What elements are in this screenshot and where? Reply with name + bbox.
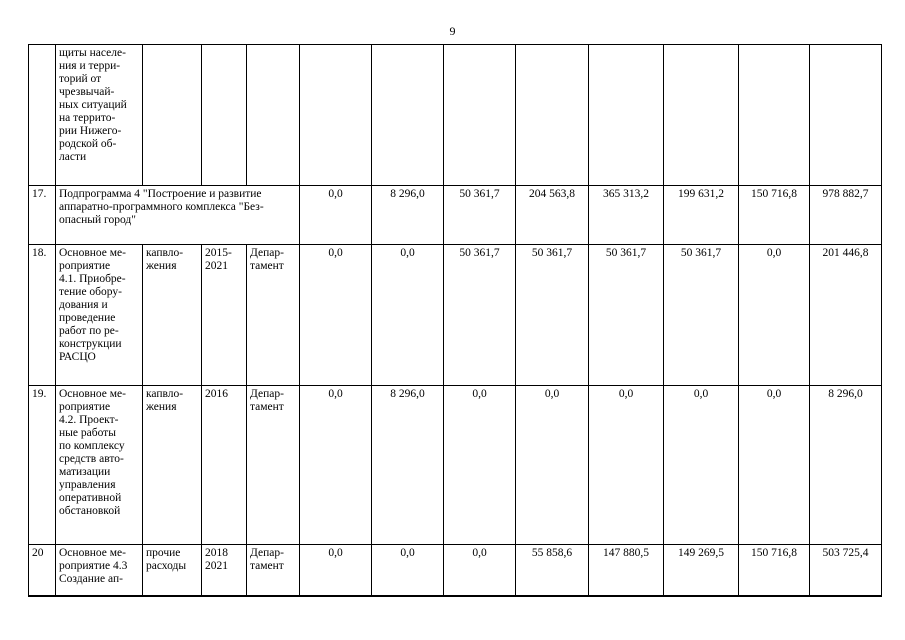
cell-total: 201 446,8	[810, 245, 882, 386]
cell-v2: 8 296,0	[372, 386, 444, 545]
cell-v3	[444, 45, 516, 186]
cell-exec	[247, 45, 300, 186]
cell-v2: 0,0	[372, 545, 444, 596]
cell-name: Основное ме- роприятие 4.2. Проект- ные работы по комплексу средств авто- матизации управления оперативной обстановкой	[56, 386, 143, 545]
cell-v6: 149 269,5	[664, 545, 739, 596]
cell-v4: 50 361,7	[516, 245, 589, 386]
cell-type: капвло- жения	[143, 245, 202, 386]
table-row-17	[29, 186, 882, 245]
cell-v1: 0,0	[300, 245, 372, 386]
cell-v3: 50 361,7	[444, 245, 516, 386]
cell-exec: Депар- тамент	[247, 386, 300, 545]
cell-v6	[664, 45, 739, 186]
cell-period: 2015- 2021	[202, 245, 247, 386]
page-number: 9	[449, 24, 456, 38]
cell-v5: 147 880,5	[589, 545, 664, 596]
cell-v1: 0,0	[300, 186, 372, 245]
cell-v5: 0,0	[589, 386, 664, 545]
table-row-continuation	[29, 45, 882, 186]
cell-v5: 365 313,2	[589, 186, 664, 245]
cell-name: Основное ме- роприятие 4.1. Приобре- тение обору- дования и проведение работ по ре- конструкции РАСЦО	[56, 245, 143, 386]
cell-num: 18.	[29, 245, 56, 386]
cell-v4: 55 858,6	[516, 545, 589, 596]
cell-v5: 50 361,7	[589, 245, 664, 386]
cell-v4: 204 563,8	[516, 186, 589, 245]
cell-v2: 8 296,0	[372, 186, 444, 245]
cell-type: капвло- жения	[143, 386, 202, 545]
cell-v6: 50 361,7	[664, 245, 739, 386]
cell-num: 20	[29, 545, 56, 596]
cell-type: прочие расходы	[143, 545, 202, 596]
cell-type	[143, 45, 202, 186]
cell-v7: 0,0	[739, 386, 810, 545]
cell-period: 2018 2021	[202, 545, 247, 596]
cell-v2	[372, 45, 444, 186]
cell-v1: 0,0	[300, 545, 372, 596]
cell-total: 8 296,0	[810, 386, 882, 545]
cell-v1	[300, 45, 372, 186]
cell-total: 503 725,4	[810, 545, 882, 596]
cell-num: 17.	[29, 186, 56, 245]
cell-v5	[589, 45, 664, 186]
cell-v7: 150 716,8	[739, 545, 810, 596]
cell-num: 19.	[29, 386, 56, 545]
cell-v7: 150 716,8	[739, 186, 810, 245]
cell-name: щиты населе- ния и терри- торий от чрезвычай- ных ситуаций на террито- рии Нижего- родской об- ласти	[56, 45, 143, 186]
table-row-20	[29, 545, 882, 596]
cell-total	[810, 45, 882, 186]
cell-v3: 0,0	[444, 386, 516, 545]
cell-subprogram-title: Подпрограмма 4 "Построение и развитие аппаратно-программного комплекса "Без- опасный город"	[56, 186, 300, 245]
cell-v4: 0,0	[516, 386, 589, 545]
table-row-19	[29, 386, 882, 545]
cell-v3: 0,0	[444, 545, 516, 596]
cell-v4	[516, 45, 589, 186]
cell-v6: 0,0	[664, 386, 739, 545]
cell-name: Основное ме- роприятие 4.3 Создание ап-	[56, 545, 143, 596]
cell-total: 978 882,7	[810, 186, 882, 245]
cell-exec: Депар- тамент	[247, 245, 300, 386]
cell-v1: 0,0	[300, 386, 372, 545]
cell-num	[29, 45, 56, 186]
cell-v2: 0,0	[372, 245, 444, 386]
cell-v6: 199 631,2	[664, 186, 739, 245]
cell-exec: Депар- тамент	[247, 545, 300, 596]
cell-period: 2016	[202, 386, 247, 545]
table-row-18	[29, 245, 882, 386]
cell-v7	[739, 45, 810, 186]
cell-v7: 0,0	[739, 245, 810, 386]
cell-period	[202, 45, 247, 186]
budget-table	[28, 44, 882, 597]
cell-v3: 50 361,7	[444, 186, 516, 245]
